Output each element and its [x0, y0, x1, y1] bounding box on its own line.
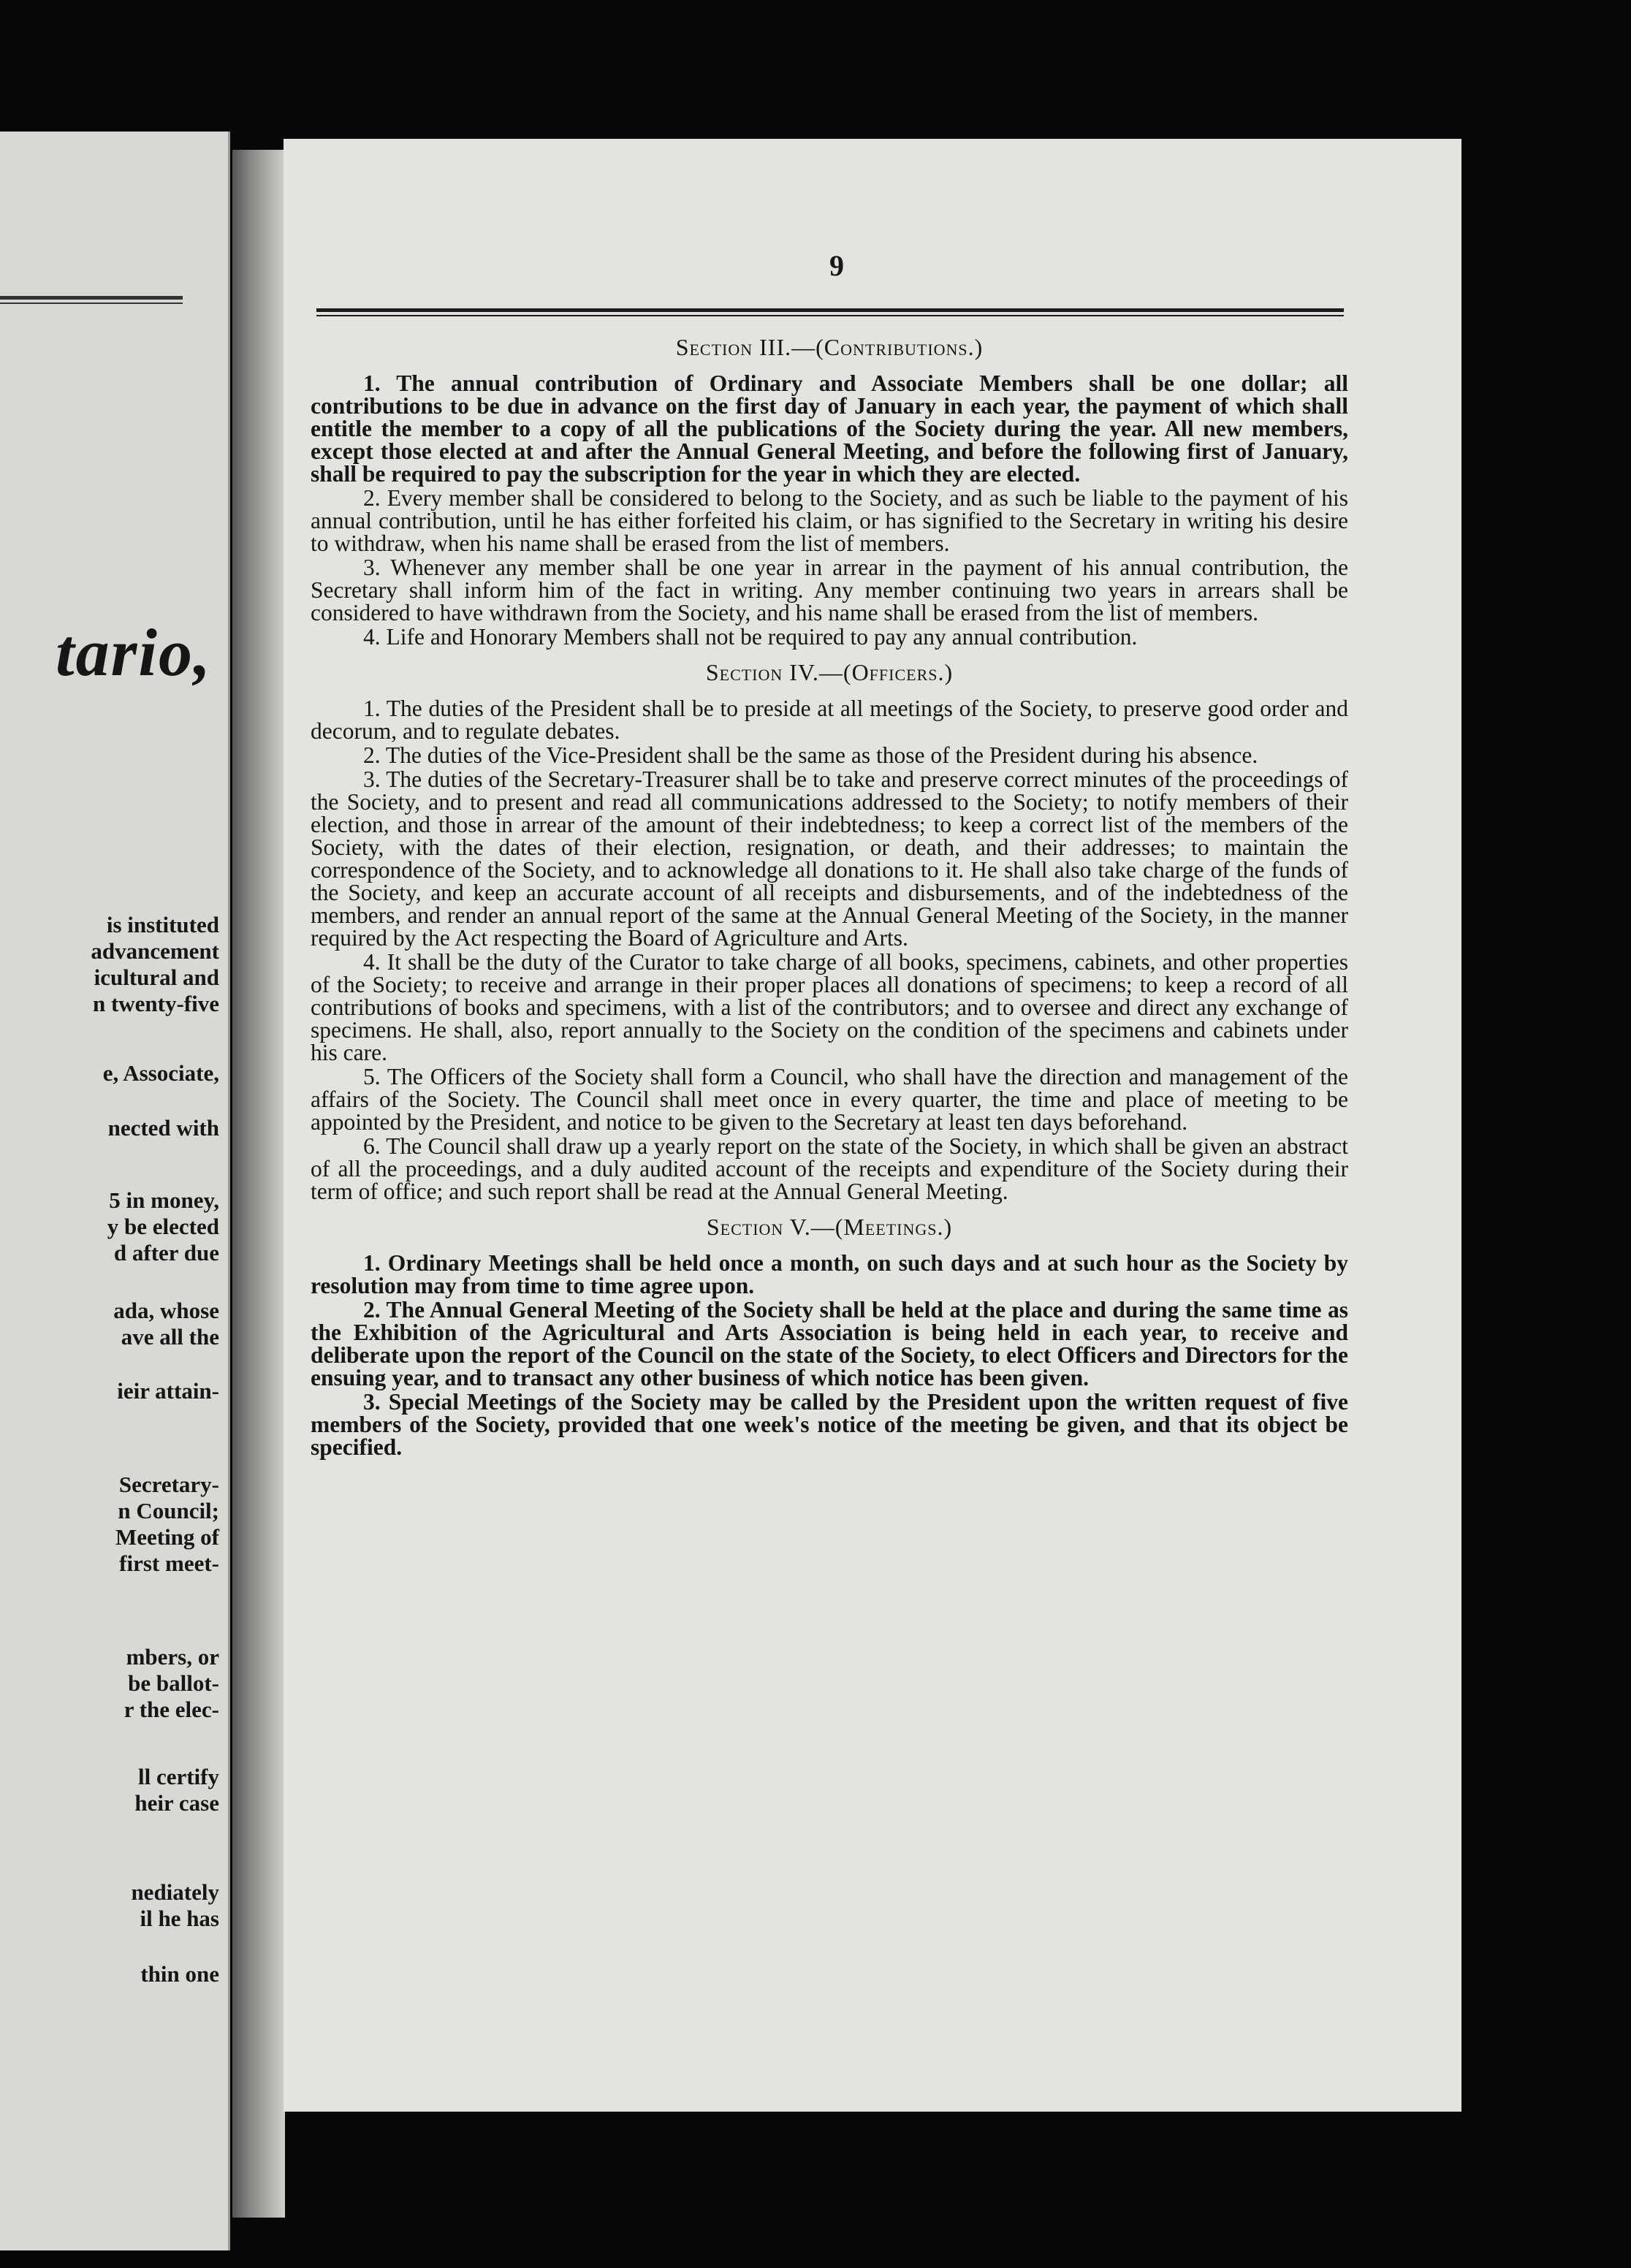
- paragraph: 3. Special Meetings of the Society may be called by the President upon the written request of five members of the Society, provided that one week's notice of the meeting be given, and that its object be specified.: [311, 1389, 1348, 1460]
- left-page-line: ada, whose: [113, 1298, 219, 1323]
- paragraph: 1. The duties of the President shall be to preside at all meetings of the Society, to preserve good order and decorum, and to regulate debates.: [311, 696, 1348, 744]
- left-page-line: nected with: [107, 1115, 219, 1141]
- left-page-line: ave all the: [121, 1324, 219, 1350]
- left-page-title-fragment: tario,: [56, 615, 212, 690]
- left-page-line: n Council;: [118, 1498, 219, 1523]
- section-heading-meetings: Section V.—(Meetings.): [706, 1214, 953, 1240]
- left-page-line: n twenty-five: [92, 991, 219, 1016]
- paragraph: 5. The Officers of the Society shall form a Council, who shall have the direction and management of the affairs of the Society. The Council shall meet once in every quarter, the time and place of meeting to be appointed by the President, and notice to be given to the Secretary at least ten days beforehand.: [311, 1064, 1348, 1135]
- paragraph: 2. The duties of the Vice-President shall be the same as those of the President during his absence.: [363, 742, 1258, 768]
- paragraph: 6. The Council shall draw up a yearly report on the state of the Society, in which shall be given an abstract of all the proceedings, and a duly audited account of the receipts and expenditure of the Society during their term of office; and such report shall be read at the Annual General Meeting.: [311, 1133, 1348, 1204]
- paragraph: 3. Whenever any member shall be one year in arrear in the payment of his annual contribution, the Secretary shall inform him of the fact in writing. Any member continuing two years in arrears shall be considered to have withdrawn from the Society, and his name shall be erased from the list of members.: [311, 555, 1348, 625]
- left-page-line: mbers, or: [126, 1644, 219, 1670]
- left-page-line: d after due: [113, 1240, 219, 1266]
- page-number: 9: [829, 249, 844, 282]
- left-page-rule-top: [0, 296, 183, 300]
- paragraph: 4. It shall be the duty of the Curator to take charge of all books, specimens, cabinets, and other properties of the Society; to receive and arrange in their proper places all donations of specimens; to keep a record of all contributions of books and specimens, with a list of the contributors; and to oversee and direct any exchange of specimens. He shall, also, report annually to the Society on the condition of the specimens and cabinets under his care.: [311, 949, 1348, 1065]
- left-page-line: heir case: [134, 1790, 219, 1816]
- left-page-line: 5 in money,: [109, 1187, 219, 1213]
- paragraph: 4. Life and Honorary Members shall not be required to pay any annual contribution.: [363, 624, 1138, 650]
- book-gutter-shadow: [232, 150, 285, 2218]
- header-rule-thin: [316, 315, 1344, 316]
- page-body: [311, 336, 1348, 1460]
- paragraph: 3. The duties of the Secretary-Treasurer shall be to take and preserve correct minutes of the proceedings of the Society, and to present and read all communications addressed to the Society; to notify members of their election, and those in arrear of the amount of their indebtedness; to keep a correct list of the members of the Society, with the dates of their election, resignation, or death, and their addresses; to maintain the correspondence of the Society, and to acknowledge all donations to it. He shall also take charge of the funds of the Society, and keep an accurate account of all receipts and disbursements, and of the indebtedness of the members, and render an annual report of the same at the Annual General Meeting of the Society, in the manner required by the Act respecting the Board of Agriculture and Arts.: [311, 766, 1348, 951]
- left-page-line: first meet-: [119, 1550, 219, 1576]
- paragraph: 2. Every member shall be considered to belong to the Society, and as such be liable to the payment of his annual contribution, until he has either forfeited his claim, or has signified to the Secretary in writing his desire to withdraw, when his name shall be erased from the list of members.: [311, 485, 1348, 556]
- left-page-rule-bottom: [0, 302, 183, 304]
- left-page-line: ieir attain-: [117, 1378, 219, 1404]
- left-page-line: advancement: [91, 938, 219, 964]
- left-page-line: r the elec-: [123, 1697, 219, 1722]
- left-page-line: thin one: [140, 1961, 219, 1987]
- section-heading-contributions: Section III.—(Contributions.): [675, 334, 984, 360]
- left-page-line: il he has: [140, 1906, 219, 1931]
- left-page-line: icultural and: [94, 964, 219, 990]
- left-page-line: ll certify: [137, 1764, 219, 1789]
- paragraph: 2. The Annual General Meeting of the Society shall be held at the place and during the same time as the Exhibition of the Agricultural and Arts Association is being held in each year, to receive and deliberate upon the report of the Council on the state of the Society, to elect Officers and Directors for the ensuing year, and to transact any other business of which notice has been given.: [311, 1297, 1348, 1390]
- left-page-line: e, Associate,: [102, 1060, 219, 1086]
- left-page-fragment: [0, 132, 230, 2250]
- left-page-line: Meeting of: [115, 1524, 219, 1550]
- section-heading-officers: Section IV.—(Officers.): [705, 659, 954, 685]
- left-page-line: y be elected: [107, 1214, 219, 1239]
- paragraph: 1. The annual contribution of Ordinary and Associate Members shall be one dollar; all contributions to be due in advance on the first day of January in each year, the payment of which shall entitle the member to a copy of all the publications of the Society during the year. All new members, except those elected at and after the Annual General Meeting, and before the following first of January, shall be required to pay the subscription for the year in which they are elected.: [311, 370, 1348, 487]
- left-page-line: nediately: [131, 1879, 219, 1905]
- left-page-line: is instituted: [106, 912, 219, 937]
- paragraph: 1. Ordinary Meetings shall be held once a month, on such days and at such hour as the Society by resolution may from time to time agree upon.: [311, 1250, 1348, 1298]
- left-page-line: be ballot-: [128, 1670, 219, 1696]
- header-rule-thick: [316, 308, 1344, 312]
- left-page-line: Secretary-: [118, 1472, 219, 1497]
